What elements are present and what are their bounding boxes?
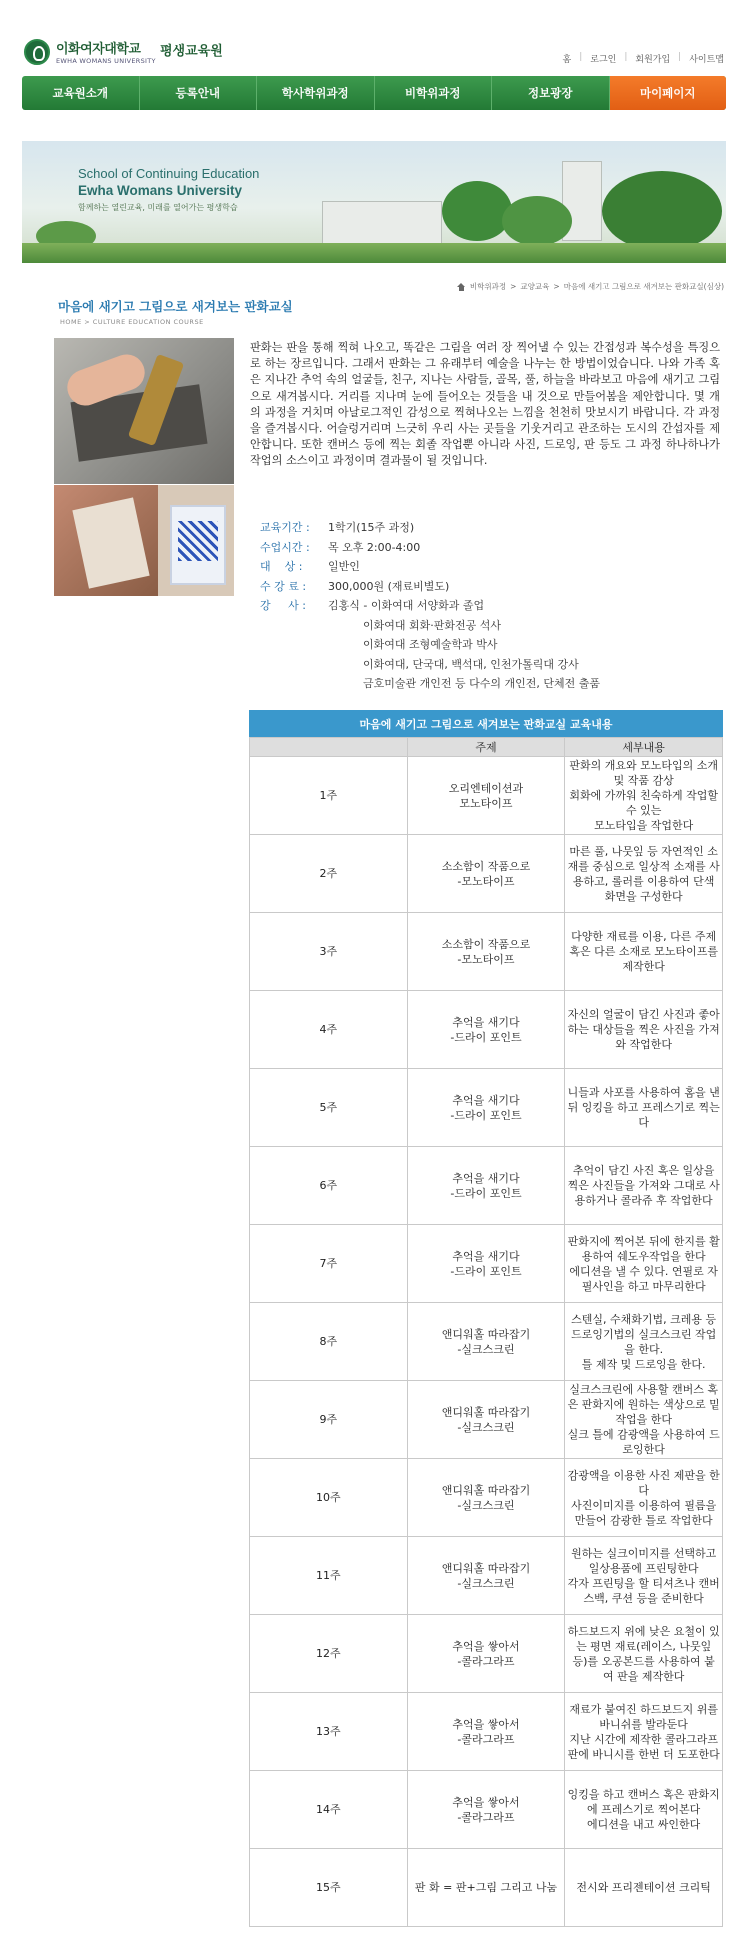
info-label: 강 사 :: [260, 599, 306, 612]
week-cell: 3주: [250, 913, 408, 991]
detail-cell: 니들과 사포를 사용하여 홈을 낸 뒤 잉킹을 하고 프레스기로 찍는다: [565, 1069, 723, 1147]
util-join-link[interactable]: 회원가입: [635, 55, 671, 65]
util-home-link[interactable]: 홈: [562, 55, 572, 65]
detail-cell: 마른 풀, 나뭇잎 등 자연적인 소재를 중심으로 일상적 소재를 사용하고, 롤러를 이용하여 단색 화면을 구성한다: [565, 835, 723, 913]
instructor-career: 이화여대 회화·판화전공 석사: [363, 618, 502, 632]
site-header: [0, 0, 746, 70]
banner-tree: [602, 171, 722, 251]
info-row: [260, 538, 720, 558]
breadcrumb-separator: >: [553, 282, 560, 291]
table-row: [250, 1147, 723, 1225]
banner-line-2: Ewha Womans University: [78, 183, 243, 198]
info-label: 수 강 료 :: [260, 579, 307, 593]
logo-english: EWHA WOMANS UNIVERSITY: [56, 57, 156, 65]
site-logo[interactable]: [24, 38, 223, 65]
detail-cell: 자신의 얼굴이 담긴 사진과 좋아하는 대상들을 찍은 사진을 가져와 작업한다: [565, 991, 723, 1069]
photo-printed-bag: [170, 505, 226, 585]
info-row: [260, 577, 720, 597]
curriculum-table: [249, 710, 723, 1927]
info-row: [260, 596, 720, 616]
util-separator: |: [624, 52, 628, 62]
course-info: [260, 518, 720, 694]
table-row: [250, 1615, 723, 1693]
nav-item-degree[interactable]: 학사학위과정: [257, 76, 375, 110]
header-detail: 세부내용: [565, 738, 723, 757]
info-value: 김홍식 - 이화여대 서양화과 졸업: [328, 599, 485, 612]
table-header-row: [250, 738, 723, 757]
detail-cell: 감광액을 이용한 사진 제판을 한다 사진이미지를 이용하여 필름을 만들어 감광한 틀로 작업한다: [565, 1459, 723, 1537]
detail-cell: 실크스크린에 사용할 캔버스 혹은 판화지에 원하는 색상으로 밑작업을 한다 실크 틀에 감광액을 사용하여 드로잉한다: [565, 1381, 723, 1459]
breadcrumb-item[interactable]: 비학위과정: [469, 282, 507, 291]
topic-cell: 추억을 새기다 -드라이 포인트: [407, 1225, 565, 1303]
nav-item-about[interactable]: 교육원소개: [22, 76, 140, 110]
week-cell: 12주: [250, 1615, 408, 1693]
header-week: [250, 738, 408, 757]
util-separator: |: [579, 52, 583, 62]
banner-line-1: School of Continuing Education: [78, 166, 260, 181]
week-cell: 15주: [250, 1849, 408, 1927]
table-row: [250, 991, 723, 1069]
detail-cell: 하드보드지 위에 낮은 요철이 있는 평면 재료(레이스, 나뭇잎 등)를 오공본드를 사용하여 붙여 판을 제작한다: [565, 1615, 723, 1693]
breadcrumb-item[interactable]: 마음에 새기고 그림으로 새겨보는 판화교실(심상): [563, 282, 724, 291]
topic-cell: 앤디워홀 따라잡기 -실크스크린: [407, 1381, 565, 1459]
topic-cell: 추억을 쌓아서 -콜라그라프: [407, 1693, 565, 1771]
topic-cell: 오리엔테이션과 모노타이프: [407, 757, 565, 835]
logo-subtitle: 평생교육원: [160, 44, 223, 59]
topic-cell: 추억을 새기다 -드라이 포인트: [407, 1147, 565, 1225]
table-row: [250, 1693, 723, 1771]
detail-cell: 스텐실, 수채화기법, 크레용 등 드로잉기법의 실크스크린 작업을 한다. 틀 제작 및 드로잉을 한다.: [565, 1303, 723, 1381]
detail-cell: 다양한 재료를 이용, 다른 주제 혹은 다른 소재로 모노타이프를 제작한다: [565, 913, 723, 991]
week-cell: 13주: [250, 1693, 408, 1771]
table-row: [250, 1303, 723, 1381]
main-nav: [22, 76, 726, 110]
detail-cell: 추억이 담긴 사진 혹은 일상을 찍은 사진들을 가져와 그대로 사용하거나 콜라쥬 후 작업한다: [565, 1147, 723, 1225]
table-row: [250, 1459, 723, 1537]
info-row: [260, 518, 720, 538]
topic-cell: 추억을 새기다 -드라이 포인트: [407, 991, 565, 1069]
week-cell: 8주: [250, 1303, 408, 1381]
utility-links: [563, 52, 725, 65]
table-row: [250, 1069, 723, 1147]
banner-tree: [502, 196, 572, 246]
table-row: [250, 913, 723, 991]
breadcrumb: [457, 281, 724, 292]
nav-item-non-degree[interactable]: 비학위과정: [375, 76, 493, 110]
detail-cell: 판화지에 찍어본 뒤에 한지를 활용하여 쉐도우작업을 한다 에디션을 낼 수 있다. 연필로 자필사인을 하고 마무리한다: [565, 1225, 723, 1303]
util-sitemap-link[interactable]: 사이트맵: [689, 55, 724, 65]
breadcrumb-separator: >: [510, 282, 517, 291]
topic-cell: 소소함이 작품으로 -모노타이프: [407, 835, 565, 913]
util-separator: |: [678, 52, 682, 62]
detail-cell: 원하는 실크이미지를 선택하고 일상용품에 프린팅한다 각자 프린팅을 할 티셔츠나 캔버스백, 쿠션 등을 준비한다: [565, 1537, 723, 1615]
logo-korean: 이화여자대학교: [56, 42, 141, 57]
info-value: 1학기(15주 과정): [328, 521, 415, 534]
week-cell: 10주: [250, 1459, 408, 1537]
detail-cell: 잉킹을 하고 캔버스 혹은 판화지에 프레스기로 찍어본다 에디션을 내고 싸인한다: [565, 1771, 723, 1849]
detail-cell: 전시와 프리젠테이션 크리틱: [565, 1849, 723, 1927]
curriculum-title: 마음에 새기고 그림으로 새겨보는 판화교실 교육내용: [249, 710, 723, 737]
nav-item-mypage[interactable]: 마이페이지: [610, 76, 727, 110]
table-row: [250, 757, 723, 835]
instructor-career: 이화여대, 단국대, 백석대, 인천가톨릭대 강사: [363, 657, 579, 671]
header-topic: 주제: [407, 738, 565, 757]
info-label: 교육기간 :: [260, 521, 310, 534]
week-cell: 9주: [250, 1381, 408, 1459]
printmaking-photo: [54, 338, 234, 484]
info-value: 목 오후 2:00-4:00: [328, 540, 421, 554]
info-value: 일반인: [328, 560, 360, 573]
week-cell: 14주: [250, 1771, 408, 1849]
banner: [22, 141, 726, 263]
table-row: [250, 835, 723, 913]
info-label: 대 상 :: [260, 560, 303, 573]
breadcrumb-item[interactable]: 교양교육: [520, 282, 550, 291]
table-row: [250, 1225, 723, 1303]
table-row: [250, 1537, 723, 1615]
topic-cell: 추억을 새기다 -드라이 포인트: [407, 1069, 565, 1147]
banner-line-3: 함께하는 열린교육, 미래를 열어가는 평생학습: [78, 203, 238, 212]
topic-cell: 앤디워홀 따라잡기 -실크스크린: [407, 1459, 565, 1537]
table-row: [250, 1771, 723, 1849]
detail-cell: 재료가 붙여진 하드보드지 위를 바니쉬를 발라둔다 지난 시간에 제작한 콜라그라프 판에 바니시를 한번 더 도포한다: [565, 1693, 723, 1771]
page-subtitle: HOME > CULTURE EDUCATION COURSE: [60, 318, 204, 326]
instructor-career: 금호미술관 개인전 등 다수의 개인전, 단체전 출품: [363, 677, 600, 690]
page-title: 마음에 새기고 그림으로 새겨보는 판화교실: [58, 299, 293, 314]
banner-tree: [442, 181, 512, 241]
table-row: [250, 1849, 723, 1927]
topic-cell: 추억을 쌓아서 -콜라그라프: [407, 1771, 565, 1849]
topic-cell: 앤디워홀 따라잡기 -실크스크린: [407, 1303, 565, 1381]
topic-cell: 추억을 쌓아서 -콜라그라프: [407, 1615, 565, 1693]
info-value: 300,000원 (재료비별도): [328, 579, 450, 593]
info-row: [260, 557, 720, 577]
topic-cell: 판 화 = 판+그림 그리고 나눔: [407, 1849, 565, 1927]
week-cell: 2주: [250, 835, 408, 913]
home-icon[interactable]: [457, 283, 466, 291]
topic-cell: 소소함이 작품으로 -모노타이프: [407, 913, 565, 991]
course-intro: 판화는 판을 통해 찍혀 나오고, 똑같은 그림을 여러 장 찍어낼 수 있는 간접성과 복수성을 특징으로 하는 장르입니다. 그래서 판화는 그 유래부터 예술을 나누는 한 방법이었습니다. 나와 가족 혹은 지나간 추억 속의 얼굴들, 친구, 지나는 사람들, 골목, 풀, 하늘을 바라보고 마음에 새기고 그림으로 새겨봅시다. 거리를 지나며 눈에 들어오는 것들을 내 것으로 만들어봄을 제안합니다. 몇 개의 과정을 거치며 아날로그적인 감성으로 찍혀나오는 느낌을 천천히 맛보시기 바랍니다. 각 과정을 즐겨봅시다. 어슬렁거리며 느긋히 우리 사는 곳들을 기웃거리고 관조하는 도시의 간섭자를 제안합니다. 또한 캔버스 등에 찍는 회졸 작업뿐 아니라 사진, 드로잉, 판 등도 그 과정 하나하나가 작업의 소스이고 과정이며 결과물이 될 것입니다.: [250, 341, 720, 468]
detail-cell: 판화의 개요와 모노타입의 소개 및 작품 감상 회화에 가까워 친숙하게 작업할 수 있는 모노타입을 작업한다: [565, 757, 723, 835]
nav-item-info[interactable]: 정보광장: [492, 76, 610, 110]
photo-sheet: [72, 497, 149, 588]
nav-item-registration[interactable]: 등록안내: [140, 76, 258, 110]
week-cell: 4주: [250, 991, 408, 1069]
week-cell: 11주: [250, 1537, 408, 1615]
week-cell: 6주: [250, 1147, 408, 1225]
university-emblem-icon: [24, 39, 50, 65]
info-label: 수업시간 :: [260, 540, 310, 554]
util-login-link[interactable]: 로그인: [590, 55, 617, 65]
week-cell: 5주: [250, 1069, 408, 1147]
banner-ground: [22, 243, 726, 263]
print-works-photo: [54, 485, 234, 596]
week-cell: 1주: [250, 757, 408, 835]
week-cell: 7주: [250, 1225, 408, 1303]
instructor-career: 이화여대 조형예술학과 박사: [363, 638, 498, 651]
topic-cell: 앤디워홀 따라잡기 -실크스크린: [407, 1537, 565, 1615]
table-row: [250, 1381, 723, 1459]
photo-print-sheet: [54, 485, 158, 596]
